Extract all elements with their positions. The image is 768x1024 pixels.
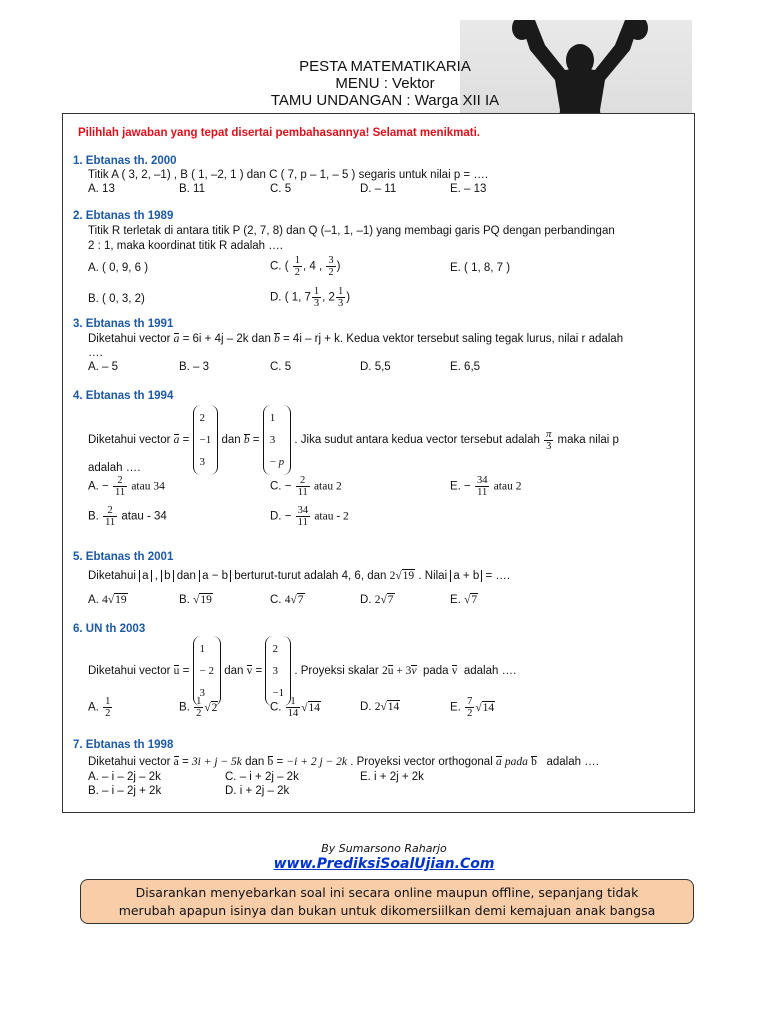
q7-title: 7. Ebtanas th 1998 [73, 739, 174, 751]
notice-line-2: merubah apapun isinya dan bukan untuk dikomersiilkan demi kemajuan anak bangsa [118, 903, 656, 918]
q3-opt-d: D. 5,5 [360, 361, 391, 373]
q4-text1: Diketahui vector a = 2 −1 3 dan b = 1 3 − p . Jika sudut antara kedua vector tersebut adalah $\frac{\pi}{3}$ maka nilai p [88, 405, 619, 475]
q3-text1: Diketahui vector a = 6i + 4j – 2k dan b = 4i – rj + k. Kedua vektor tersebut saling tegak lurus, nilai r adalah [88, 333, 624, 345]
q3-opt-e: E. 6,5 [450, 361, 481, 373]
q4-text2: adalah …. [88, 462, 141, 474]
q3-opt-b: B. – 3 [179, 361, 210, 373]
q1-opt-d: D. – 11 [360, 183, 397, 195]
q2-opt-b: B. ( 0, 3, 2) [88, 293, 145, 305]
q1-title: 1. Ebtanas th. 2000 [73, 155, 177, 167]
q1-opt-e: E. – 13 [450, 183, 487, 195]
q7-opt-a: A. – i – 2j – 2k [88, 771, 161, 783]
page-header [200, 58, 570, 109]
website-link[interactable]: www.PrediksiSoalUjian.Com [273, 856, 495, 872]
q2-opt-d: D. ( 1, 7 $\frac{1}{3}$ , 2 $\frac{1}{3}$ ) [270, 286, 351, 309]
q6-opt-b: B. $\frac{1}{2}$ √2 [179, 696, 218, 719]
header-menu: MENU : Vektor [335, 75, 435, 92]
q6-matrix-u: 1 − 2 3 [193, 636, 221, 706]
q5-opt-c: C. 4√7 [270, 594, 304, 606]
q4-opt-e: E. − $\frac{34}{11}$ atau 2 [450, 475, 522, 498]
q4-title: 4. Ebtanas th 1994 [73, 390, 174, 402]
q4-opt-b: B. $\frac{2}{11}$ atau - 34 [88, 505, 167, 528]
q6-text1: Diketahui vector u = 1 − 2 3 dan v = 2 3 −1 . Proyeksi skalar 2u + 3v pada v adalah …. [88, 636, 516, 706]
q7-opt-e: E. i + 2j + 2k [360, 771, 424, 783]
header-title: PESTA MATEMATIKARIA [299, 58, 471, 75]
q5-opt-b: B. √19 [179, 594, 212, 606]
q2-opt-a: A. ( 0, 9, 6 ) [88, 262, 149, 274]
q5-text1: Diketahui a , b dan a − b berturut-turut adalah 4, 6, dan 2√19 . Nilai a + b = …. [88, 570, 511, 582]
q6-matrix-v: 2 3 −1 [265, 636, 291, 706]
q3-text2: …. [88, 347, 103, 359]
q1-text: Titik A ( 3, 2, –1) , B ( 1, –2, 1 ) dan C ( 7, p – 1, – 5 ) segaris untuk nilai p = …. [88, 169, 489, 181]
q5-opt-d: D. 2√7 [360, 594, 394, 606]
q6-opt-e: E. $\frac{7}{2}$ √14 [450, 696, 495, 719]
q6-opt-a: A. $\frac{1}{2}$ [88, 696, 111, 719]
q2-opt-c: C. ( $\frac{1}{2}$ , 4 , $\frac{3}{2}$ ) [270, 255, 341, 278]
q5-opt-e: E. √7 [450, 594, 478, 606]
q5-title: 5. Ebtanas th 2001 [73, 551, 174, 563]
q3-opt-c: C. 5 [270, 361, 292, 373]
q1-opt-a: A. 13 [88, 183, 115, 195]
q5-opt-a: A. 4√19 [88, 594, 127, 606]
q4-opt-a: A. − $\frac{2}{11}$ atau 34 [88, 475, 165, 498]
q2-text2: 2 : 1, maka koordinat titik R adalah …. [88, 240, 283, 252]
q2-text1: Titik R terletak di antara titik P (2, 7, 8) dan Q (–1, 1, –1) yang membagi garis PQ dengan perbandingan [88, 225, 615, 237]
header-audience: TAMU UNDANGAN : Warga XII IA [270, 92, 500, 109]
q2-opt-e: E. ( 1, 8, 7 ) [450, 262, 511, 274]
author-credit: By Sumarsono Raharjo [321, 842, 447, 855]
q1-opt-b: B. 11 [179, 183, 205, 195]
q4-opt-c: C. − $\frac{2}{11}$ atau 2 [270, 475, 342, 498]
q6-title: 6. UN th 2003 [73, 623, 146, 635]
q7-opt-b: B. – i – 2j + 2k [88, 785, 162, 797]
q7-text1: Diketahui vector a = 3i + j − 5k dan b = −i + 2 j − 2k . Proyeksi vector orthogonal a pada b adalah …. [88, 756, 599, 768]
notice-line-1: Disarankan menyebarkan soal ini secara online maupun offline, sepanjang tidak [135, 885, 639, 900]
q4-opt-d: D. − $\frac{34}{11}$ atau - 2 [270, 505, 349, 528]
q7-opt-d: D. i + 2j – 2k [225, 785, 290, 797]
distribution-notice [80, 879, 694, 924]
intro-text: Pilihlah jawaban yang tepat disertai pembahasannya! Selamat menikmati. [78, 127, 480, 139]
q3-opt-a: A. – 5 [88, 361, 119, 373]
q4-matrix-b: 1 3 − p [263, 405, 291, 475]
q7-opt-c: C. – i + 2j – 2k [225, 771, 299, 783]
q2-title: 2. Ebtanas th 1989 [73, 210, 174, 222]
q3-title: 3. Ebtanas th 1991 [73, 318, 174, 330]
q6-opt-c: C. $\frac{1}{14}$ √14 [270, 696, 321, 719]
q4-matrix-a: 2 −1 3 [193, 405, 219, 475]
q1-opt-c: C. 5 [270, 183, 292, 195]
q6-opt-d: D. 2√14 [360, 701, 400, 713]
